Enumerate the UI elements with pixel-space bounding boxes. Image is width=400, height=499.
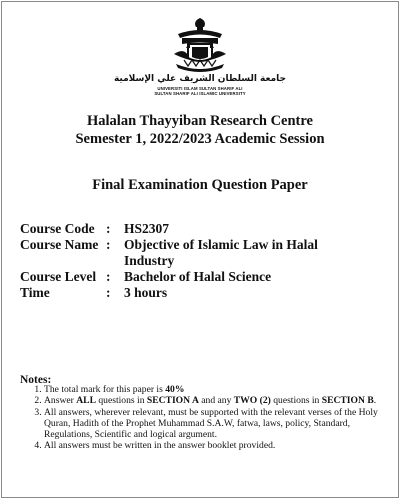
centre-name: Halalan Thayyiban Research Centre (87, 113, 313, 129)
course-name-colon: : (106, 237, 111, 252)
course-level-colon: : (106, 269, 111, 284)
note-item: 2. Answer ALL questions in SECTION A and any TWO (2) questions in SECTION B. (44, 395, 390, 406)
notes-list (20, 384, 390, 452)
university-crest-logo (168, 14, 232, 74)
university-name: UNIVERSITI ISLAM SULTAN SHARIF ALI (157, 86, 243, 91)
time-colon: : (106, 285, 111, 300)
course-name-value: Objective of Islamic Law in Halal Industry (124, 237, 318, 268)
course-level-value: Bachelor of Halal Science (124, 269, 272, 284)
notes-title: Notes: (20, 374, 52, 386)
university-arabic-name: جامعة السلطان الشريف علي الإسلامية (113, 74, 287, 84)
course-code-colon: : (106, 221, 111, 236)
university-name-english: SULTAN SHARIF ALI ISLAMIC UNIVERSITY (154, 91, 246, 96)
note-item: 1. The total mark for this paper is 40% (44, 384, 390, 395)
time-value: 3 hours (124, 285, 168, 300)
note-item: 3. All answers, wherever relevant, must be supported with the relevant verses of the Holy Quran, Hadith of the Prophet Muhammad S.A.W, fatwa, laws, policy, Standard, Regulations, Scientific and logical argument. (44, 407, 390, 441)
note-item: 4. All answers must be written in the answer booklet provided. (44, 440, 390, 451)
time-label: Time (20, 285, 50, 300)
exam-title: Final Examination Question Paper (92, 177, 308, 193)
course-level-label: Course Level (20, 269, 97, 284)
course-name-label: Course Name (20, 237, 99, 252)
course-code-label: Course Code (20, 221, 95, 236)
course-code-value: HS2307 (124, 221, 170, 236)
semester-line: Semester 1, 2022/2023 Academic Session (75, 131, 325, 147)
